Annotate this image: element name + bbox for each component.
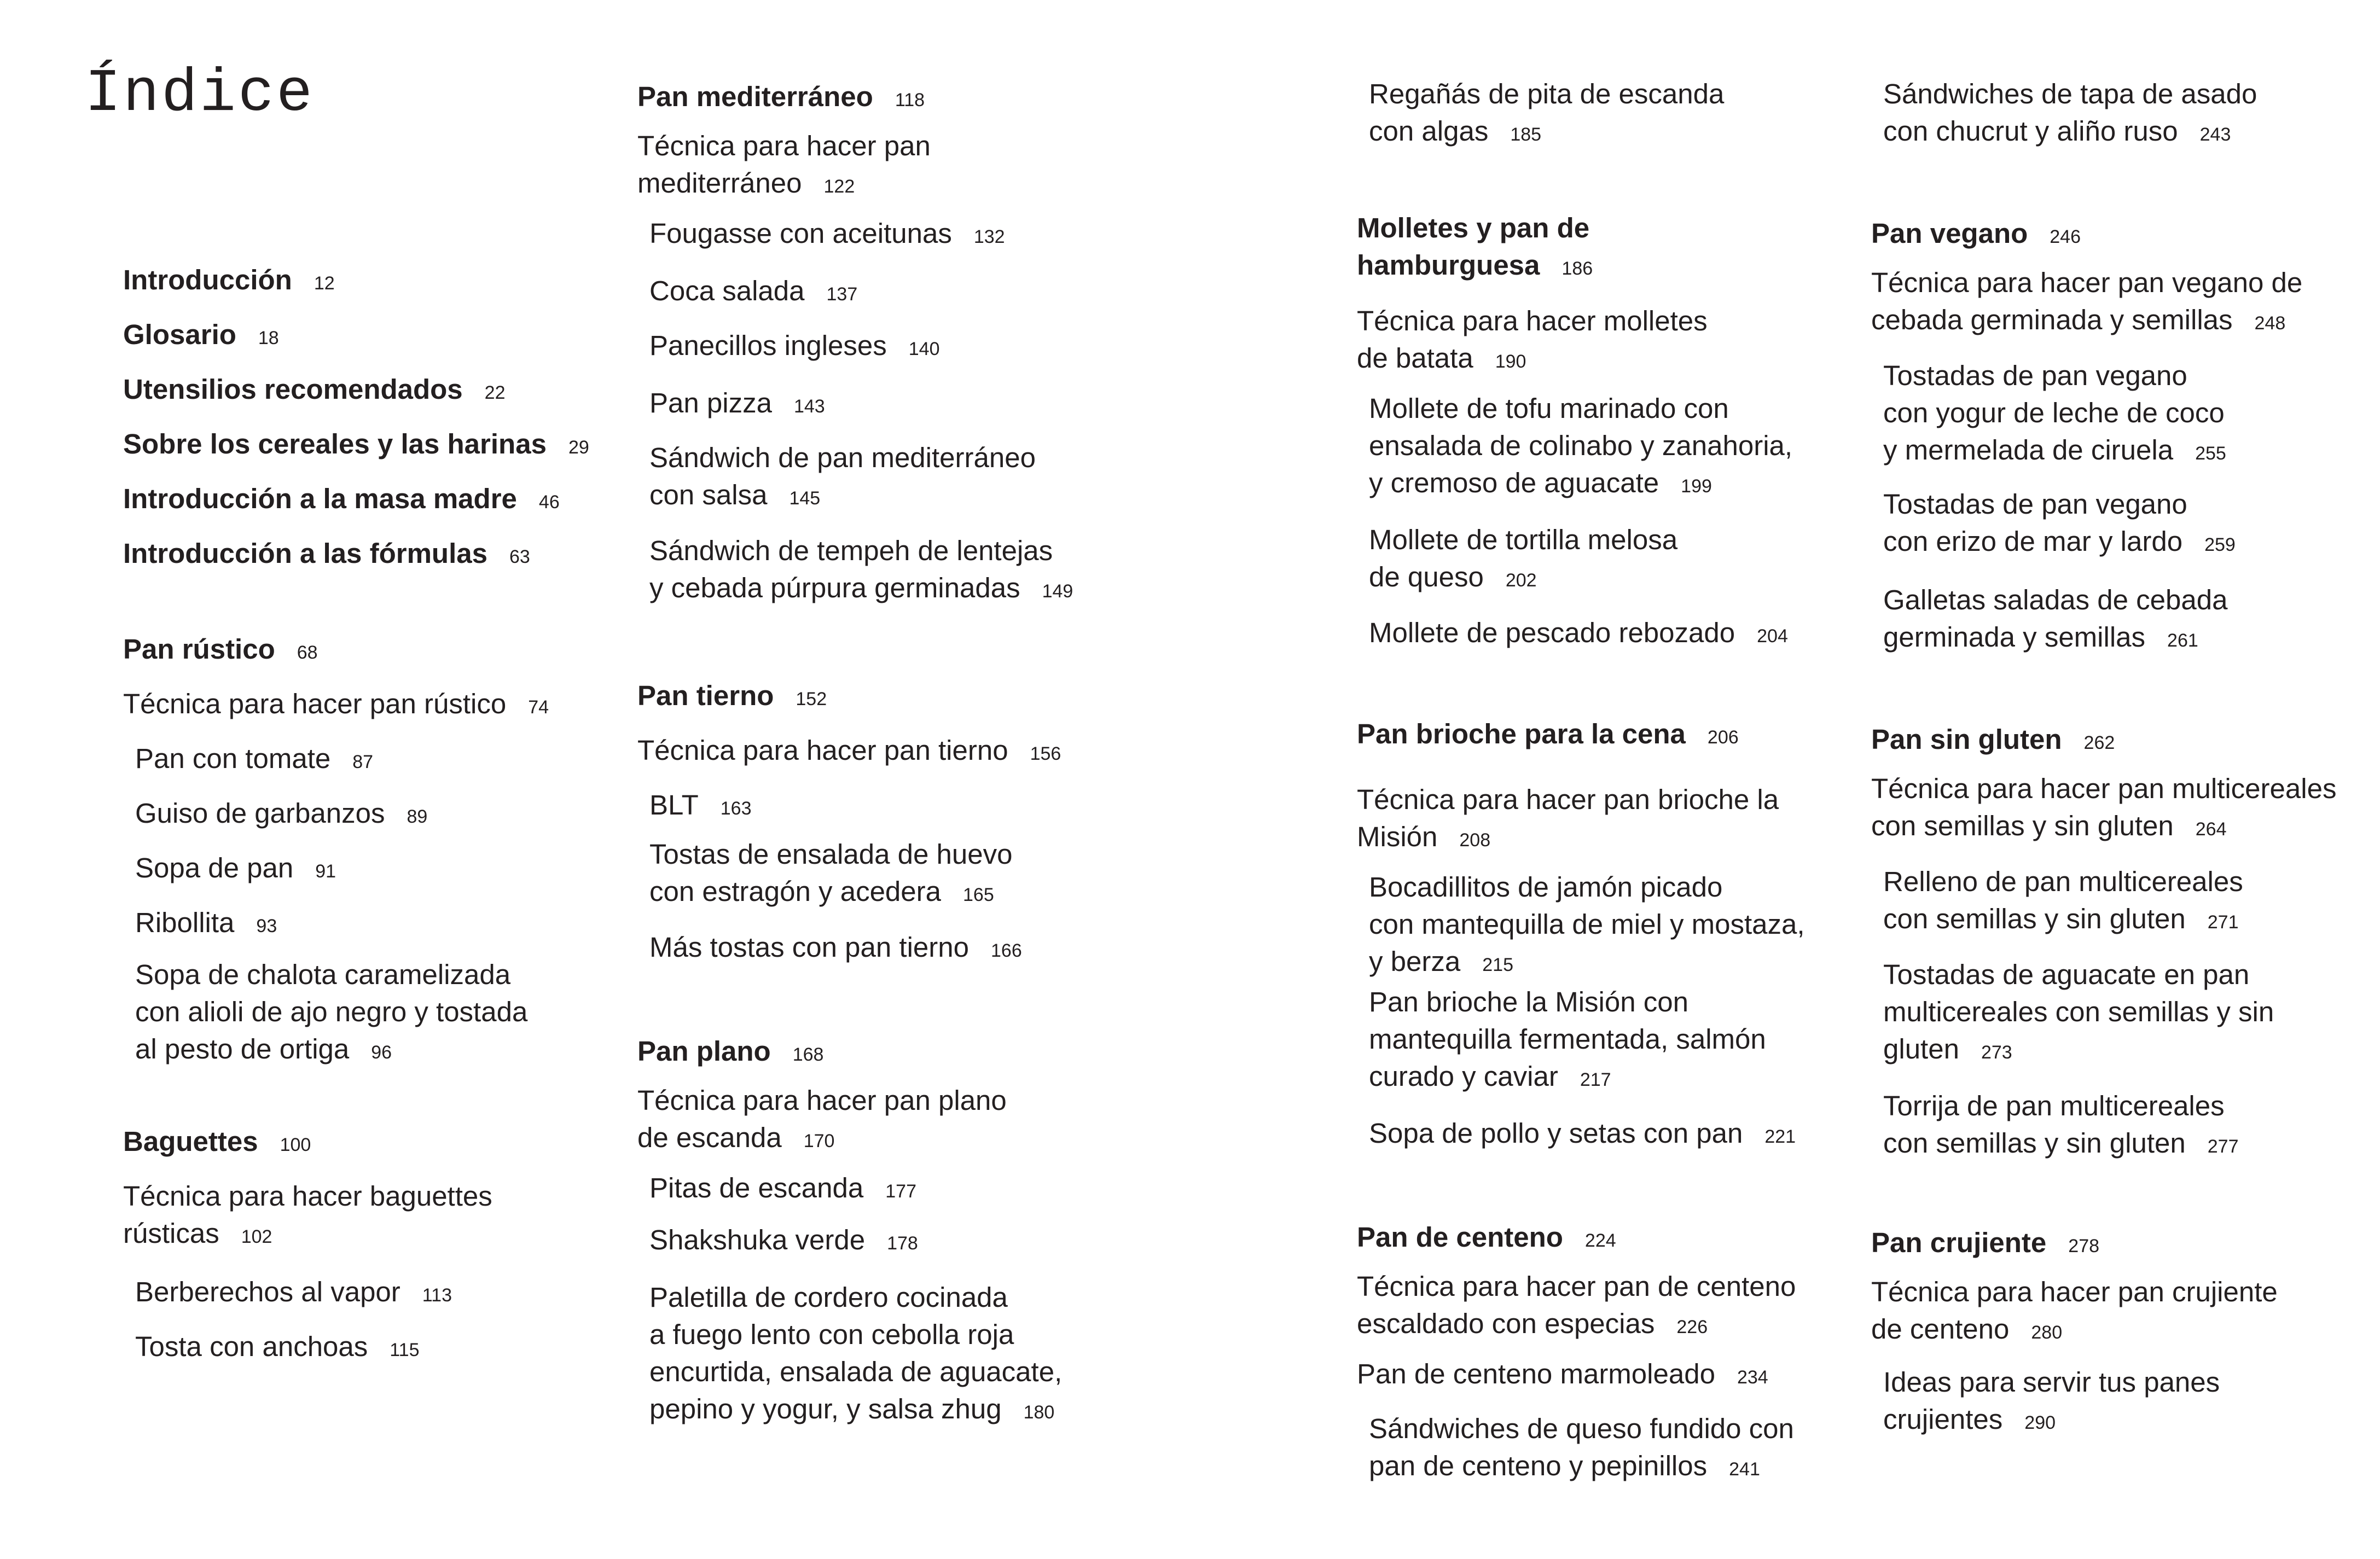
index-section-heading bbox=[637, 78, 1130, 119]
page-number: 96 bbox=[371, 1042, 392, 1063]
index-section-heading bbox=[1871, 721, 2364, 761]
entry-title: Molletes y pan de hamburguesa bbox=[1357, 212, 1590, 281]
entry-title: Pan de centeno bbox=[1357, 1221, 1563, 1253]
page-number: 89 bbox=[407, 806, 428, 827]
index-technique-entry bbox=[1871, 264, 2364, 342]
entry-title: Tosta con anchoas bbox=[135, 1331, 368, 1362]
index-recipe-entry bbox=[135, 1328, 628, 1369]
entry-title: Técnica para hacer pan tierno bbox=[637, 735, 1008, 766]
index-recipe-entry bbox=[1883, 357, 2376, 472]
page-number: 202 bbox=[1505, 570, 1537, 591]
entry-title: BLT bbox=[649, 789, 699, 821]
index-section-heading bbox=[123, 631, 616, 671]
entry-title: Pan crujiente bbox=[1871, 1227, 2047, 1258]
index-recipe-entry bbox=[1883, 863, 2376, 941]
entry-title: Utensilios recomendados bbox=[123, 374, 463, 405]
entry-title: Introducción a las fórmulas bbox=[123, 538, 487, 569]
page-number: 68 bbox=[297, 642, 318, 663]
page-number: 100 bbox=[280, 1135, 311, 1155]
entry-title: Técnica para hacer pan crujiente de centeno bbox=[1871, 1276, 2278, 1345]
index-technique-entry bbox=[637, 1082, 1130, 1160]
entry-title: Mollete de pescado rebozado bbox=[1369, 617, 1735, 648]
page-number: 132 bbox=[973, 226, 1005, 247]
page-number: 102 bbox=[241, 1226, 272, 1247]
page-number: 118 bbox=[895, 90, 925, 110]
index-recipe-entry bbox=[1369, 869, 1861, 984]
index-recipe-entry bbox=[1369, 614, 1861, 655]
index-technique-entry bbox=[1357, 303, 1849, 380]
page-number: 248 bbox=[2254, 313, 2286, 334]
entry-title: Guiso de garbanzos bbox=[135, 798, 385, 829]
page-number: 206 bbox=[1707, 727, 1739, 748]
entry-title: Pan rústico bbox=[123, 633, 275, 665]
page-number: 208 bbox=[1459, 830, 1491, 851]
index-recipe-entry bbox=[649, 215, 1142, 255]
index-technique-entry bbox=[1357, 781, 1849, 859]
index-recipe-entry bbox=[1369, 521, 1861, 599]
index-section-heading bbox=[637, 677, 1130, 718]
entry-title: Pan plano bbox=[637, 1036, 771, 1067]
page-number: 185 bbox=[1510, 124, 1542, 145]
page-number: 234 bbox=[1737, 1367, 1768, 1388]
entry-title: Pan tierno bbox=[637, 680, 774, 711]
entry-title: Relleno de pan multicereales con semillas y sin gluten bbox=[1883, 866, 2243, 934]
page-number: 163 bbox=[720, 798, 752, 819]
index-recipe-entry bbox=[1883, 1364, 2376, 1441]
index-recipe-entry bbox=[135, 795, 628, 835]
page-number: 241 bbox=[1729, 1459, 1760, 1480]
page-number: 29 bbox=[568, 437, 589, 458]
page-number: 224 bbox=[1584, 1230, 1616, 1251]
page-number: 46 bbox=[538, 492, 560, 513]
page-number: 255 bbox=[2195, 443, 2226, 464]
page-number: 143 bbox=[793, 396, 825, 417]
entry-title: Técnica para hacer pan vegano de cebada germinada y semillas bbox=[1871, 267, 2303, 335]
page-number: 166 bbox=[991, 940, 1022, 961]
index-recipe-entry bbox=[1369, 390, 1861, 505]
entry-title: Introducción bbox=[123, 264, 292, 295]
page-number: 137 bbox=[826, 284, 858, 305]
entry-title: Pan brioche para la cena bbox=[1357, 718, 1686, 749]
index-recipe-entry bbox=[1369, 75, 1861, 153]
index-recipe-entry bbox=[649, 1279, 1142, 1431]
index-recipe-entry bbox=[1883, 486, 2376, 563]
entry-title: Mollete de tortilla melosa de queso bbox=[1369, 524, 1678, 592]
index-recipe-entry bbox=[1369, 1115, 1861, 1155]
entry-title: Pan pizza bbox=[649, 387, 772, 418]
entry-title: Sopa de pollo y setas con pan bbox=[1369, 1118, 1743, 1149]
page-number: 273 bbox=[1981, 1042, 2012, 1063]
entry-title: Sopa de chalota caramelizada con alioli de ajo negro y tostada al pesto de ortiga bbox=[135, 959, 528, 1064]
entry-title: Tostas de ensalada de huevo con estragón y acedera bbox=[649, 839, 1013, 907]
page-number: 113 bbox=[422, 1285, 452, 1306]
index-recipe-entry bbox=[649, 1221, 1142, 1262]
entry-title: Pan brioche la Misión con mantequilla fermentada, salmón curado y caviar bbox=[1369, 986, 1766, 1092]
index-technique-entry bbox=[637, 127, 1130, 205]
index-recipe-entry bbox=[1883, 956, 2376, 1071]
index-section-heading bbox=[123, 535, 616, 575]
entry-title: Tostadas de pan vegano con erizo de mar y lardo bbox=[1883, 488, 2187, 557]
page-number: 140 bbox=[908, 339, 940, 359]
entry-title: Baguettes bbox=[123, 1126, 258, 1157]
page-number: 243 bbox=[2199, 124, 2231, 145]
entry-title: Técnica para hacer pan de centeno escaldado con especias bbox=[1357, 1271, 1796, 1339]
index-technique-entry bbox=[1357, 1268, 1849, 1346]
page-number: 217 bbox=[1580, 1069, 1611, 1090]
entry-title: Sobre los cereales y las harinas bbox=[123, 428, 547, 459]
index-recipe-entry bbox=[649, 385, 1142, 425]
page-number: 261 bbox=[2167, 630, 2198, 651]
entry-title: Pan con tomate bbox=[135, 743, 331, 774]
index-recipe-entry bbox=[135, 1273, 628, 1314]
index-section-heading bbox=[123, 480, 616, 521]
page-number: 280 bbox=[2031, 1322, 2063, 1343]
entry-title: Pan de centeno marmoleado bbox=[1357, 1358, 1715, 1389]
entry-title: Ideas para servir tus panes crujientes bbox=[1883, 1366, 2220, 1435]
index-recipe-entry bbox=[649, 439, 1142, 517]
entry-title: Sándwiches de tapa de asado con chucrut y aliño ruso bbox=[1883, 78, 2257, 147]
page-number: 290 bbox=[2024, 1412, 2056, 1433]
entry-title: Pan sin gluten bbox=[1871, 724, 2062, 755]
entry-title: Pan vegano bbox=[1871, 218, 2028, 249]
entry-title: Ribollita bbox=[135, 907, 235, 938]
entry-title: Mollete de tofu marinado con ensalada de colinabo y zanahoria, y cremoso de aguacate bbox=[1369, 393, 1793, 498]
index-recipe-entry bbox=[1369, 984, 1861, 1098]
page-number: 246 bbox=[2050, 226, 2081, 247]
entry-title: Introducción a la masa madre bbox=[123, 483, 517, 514]
index-section-heading bbox=[1357, 715, 1849, 756]
entry-title: Sándwich de tempeh de lentejas y cebada púrpura germinadas bbox=[649, 535, 1053, 603]
page-number: 271 bbox=[2207, 912, 2239, 933]
index-recipe-entry bbox=[135, 956, 628, 1071]
index-technique-entry bbox=[1871, 1273, 2364, 1351]
page-number: 277 bbox=[2207, 1136, 2239, 1157]
entry-title: Regañás de pita de escanda con algas bbox=[1369, 78, 1725, 147]
entry-title: Bocadillitos de jamón picado con mantequilla de miel y mostaza, y berza bbox=[1369, 871, 1805, 977]
entry-title: Galletas saladas de cebada germinada y semillas bbox=[1883, 584, 2228, 653]
page-number: 221 bbox=[1764, 1126, 1796, 1147]
index-recipe-entry bbox=[1883, 75, 2376, 153]
page-number: 262 bbox=[2083, 732, 2115, 753]
index-recipe-entry bbox=[1369, 1410, 1861, 1488]
page-number: 87 bbox=[352, 752, 374, 772]
index-recipe-entry bbox=[135, 740, 628, 781]
index-section-heading bbox=[637, 1033, 1130, 1073]
page-number: 18 bbox=[258, 328, 279, 348]
page-number: 199 bbox=[1681, 476, 1712, 497]
page-number: 186 bbox=[1561, 258, 1593, 279]
entry-title: Técnica para hacer pan plano de escanda bbox=[637, 1085, 1007, 1153]
index-recipe-entry bbox=[135, 904, 628, 945]
index-section-heading bbox=[1357, 210, 1849, 287]
entry-title: Torrija de pan multicereales con semillas y sin gluten bbox=[1883, 1090, 2225, 1159]
index-technique-entry bbox=[123, 1178, 616, 1255]
page-number: 74 bbox=[528, 697, 549, 718]
entry-title: Técnica para hacer pan multicereales con semillas y sin gluten bbox=[1871, 773, 2337, 841]
entry-title: Más tostas con pan tierno bbox=[649, 932, 969, 963]
page-number: 226 bbox=[1676, 1317, 1708, 1337]
entry-title: Técnica para hacer pan mediterráneo bbox=[637, 130, 931, 199]
index-recipe-entry bbox=[649, 929, 1142, 969]
index-section-heading bbox=[1871, 1224, 2364, 1265]
page-number: 12 bbox=[314, 273, 335, 294]
page-number: 93 bbox=[256, 916, 277, 936]
page-number: 177 bbox=[885, 1181, 916, 1202]
page-number: 149 bbox=[1042, 581, 1073, 602]
index-section-heading bbox=[123, 426, 616, 466]
page-number: 204 bbox=[1757, 626, 1788, 647]
page-number: 63 bbox=[509, 546, 530, 567]
index-technique-entry bbox=[637, 732, 1130, 772]
page-title: Índice bbox=[85, 60, 315, 129]
index-recipe-entry bbox=[135, 850, 628, 890]
index-recipe-entry bbox=[649, 836, 1142, 914]
index-section-heading bbox=[123, 1123, 616, 1164]
entry-title: Berberechos al vapor bbox=[135, 1276, 400, 1307]
page-number: 178 bbox=[887, 1233, 918, 1254]
index-recipe-entry bbox=[649, 532, 1142, 610]
index-section-heading bbox=[1357, 1219, 1849, 1259]
index-recipe-entry bbox=[1883, 1087, 2376, 1165]
entry-title: Técnica para hacer pan brioche la Misión bbox=[1357, 784, 1779, 852]
page-number: 168 bbox=[792, 1044, 824, 1065]
page-number: 22 bbox=[484, 382, 506, 403]
entry-title: Pitas de escanda bbox=[649, 1172, 864, 1203]
entry-title: Técnica para hacer molletes de batata bbox=[1357, 305, 1708, 374]
entry-title: Glosario bbox=[123, 319, 236, 350]
index-section-heading bbox=[123, 261, 616, 302]
page-number: 152 bbox=[796, 689, 827, 709]
entry-title: Paletilla de cordero cocinada a fuego lento con cebolla roja encurtida, ensalada de aguacate, pepino y yogur, y salsa zhug bbox=[649, 1282, 1063, 1424]
page-number: 145 bbox=[789, 488, 821, 509]
entry-title: Pan mediterráneo bbox=[637, 81, 873, 112]
entry-title: Sopa de pan bbox=[135, 852, 294, 883]
index-technique-entry bbox=[123, 685, 616, 726]
entry-title: Técnica para hacer pan rústico bbox=[123, 688, 507, 719]
page-number: 190 bbox=[1495, 351, 1526, 372]
entry-title: Fougasse con aceitunas bbox=[649, 218, 952, 249]
entry-title: Panecillos ingleses bbox=[649, 330, 887, 361]
page-number: 180 bbox=[1023, 1402, 1055, 1423]
entry-title: Shakshuka verde bbox=[649, 1224, 866, 1255]
index-recipe-entry bbox=[649, 1170, 1142, 1210]
page-number: 170 bbox=[803, 1131, 835, 1151]
page-number: 156 bbox=[1030, 743, 1061, 764]
index-recipe-entry bbox=[1883, 581, 2376, 659]
entry-title: Tostadas de pan vegano con yogur de leche de coco y mermelada de ciruela bbox=[1883, 360, 2225, 466]
index-recipe-entry bbox=[649, 787, 1142, 827]
index-technique-entry bbox=[1357, 1356, 1849, 1396]
entry-title: Sándwich de pan mediterráneo con salsa bbox=[649, 442, 1036, 510]
entry-title: Técnica para hacer baguettes rústicas bbox=[123, 1180, 492, 1249]
page-number: 259 bbox=[2204, 534, 2236, 555]
index-technique-entry bbox=[1871, 770, 2364, 848]
index-section-heading bbox=[123, 371, 616, 411]
page-number: 115 bbox=[390, 1340, 420, 1360]
entry-title: Coca salada bbox=[649, 275, 805, 306]
index-recipe-entry bbox=[649, 327, 1142, 368]
entry-title: Sándwiches de queso fundido con pan de centeno y pepinillos bbox=[1369, 1413, 1794, 1481]
page-number: 122 bbox=[823, 176, 855, 197]
index-section-heading bbox=[1871, 215, 2364, 255]
index-recipe-entry bbox=[649, 272, 1142, 313]
index-section-heading bbox=[123, 316, 616, 357]
page-number: 264 bbox=[2195, 819, 2227, 840]
page-number: 278 bbox=[2068, 1236, 2100, 1256]
page-number: 91 bbox=[315, 861, 336, 882]
page-number: 165 bbox=[963, 885, 994, 905]
page-number: 215 bbox=[1482, 955, 1513, 975]
entry-title: Tostadas de aguacate en pan multicereales con semillas y sin gluten bbox=[1883, 959, 2274, 1064]
